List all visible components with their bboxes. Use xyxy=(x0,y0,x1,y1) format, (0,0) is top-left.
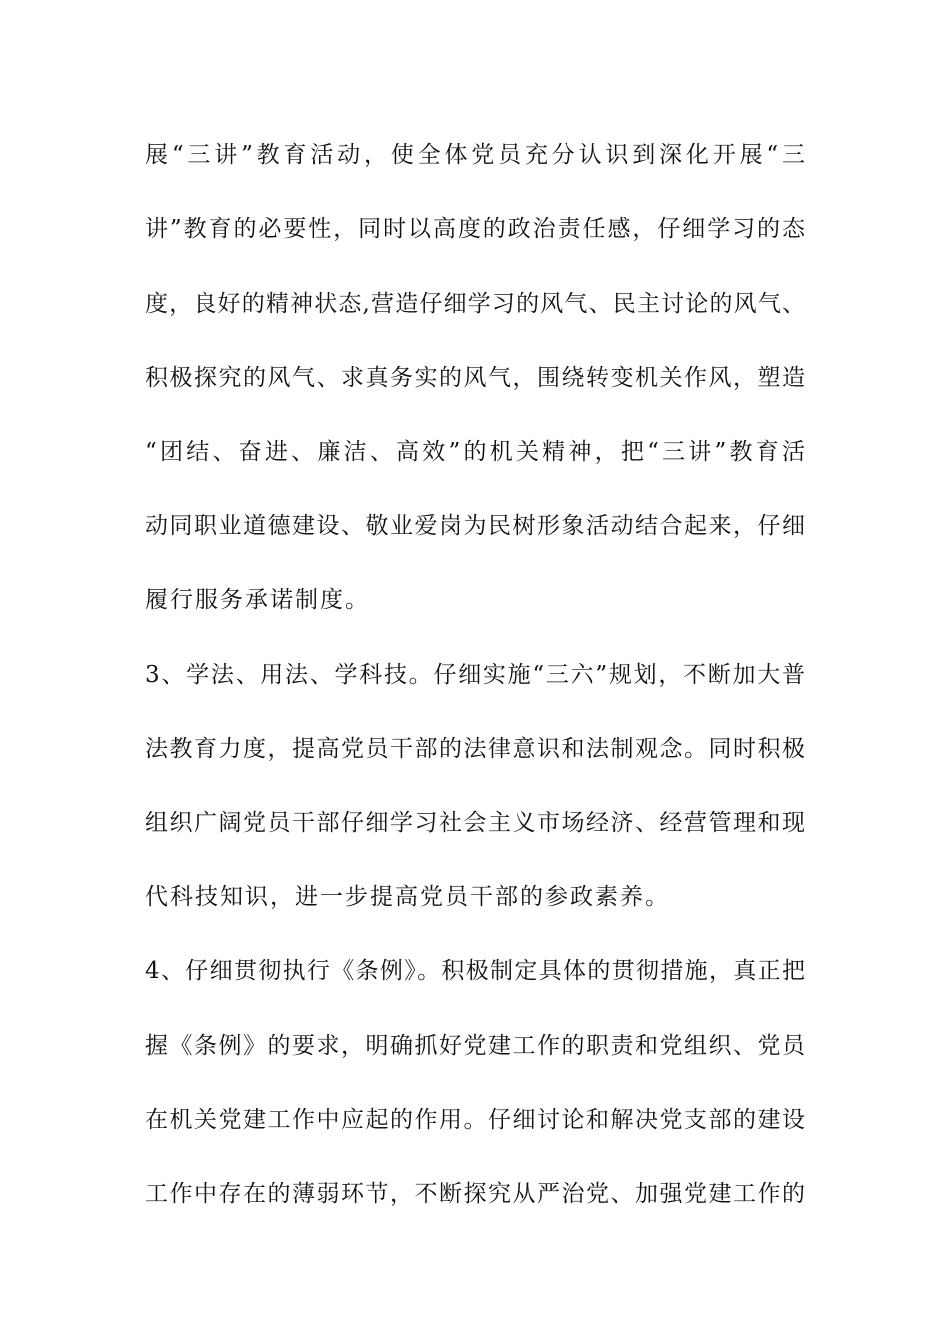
text-line: 履行服务承诺制度。 xyxy=(145,587,370,613)
text-line: 法教育力度，提高党员干部的法律意识和法制观念。同时积极 xyxy=(145,736,805,762)
text-line: 3、学法、用法、学科技。仔细实施“三六”规划，不断加大普 xyxy=(145,662,805,688)
text-line: 4、仔细贯彻执行《条例》。积极制定具体的贯彻措施，真正把 xyxy=(145,958,805,984)
text-line: 在机关党建工作中应起的作用。仔细讨论和解决党支部的建设 xyxy=(145,1107,805,1133)
text-line: 度，良好的精神状态,营造仔细学习的风气、民主讨论的风气、 xyxy=(145,291,805,317)
text-line: 握《条例》的要求，明确抓好党建工作的职责和党组织、党员 xyxy=(145,1033,805,1059)
text-line: 动同职业道德建设、敬业爱岗为民树形象活动结合起来，仔细 xyxy=(145,513,805,539)
text-line: 展“三讲”教育活动，使全体党员充分认识到深化开展“三 xyxy=(145,142,805,168)
text-line: 工作中存在的薄弱环节，不断探究从严治党、加强党建工作的 xyxy=(145,1181,805,1207)
text-line: 代科技知识，进一步提高党员干部的参政素养。 xyxy=(145,884,670,910)
text-line: 讲”教育的必要性，同时以高度的政治责任感，仔细学习的态 xyxy=(145,216,805,242)
text-line: 积极探究的风气、求真务实的风气，围绕转变机关作风，塑造 xyxy=(145,365,805,391)
text-line: “团结、奋进、廉洁、高效”的机关精神，把“三讲”教育活 xyxy=(145,439,805,465)
text-line: 组织广阔党员干部仔细学习社会主义市场经济、经营管理和现 xyxy=(145,810,805,836)
